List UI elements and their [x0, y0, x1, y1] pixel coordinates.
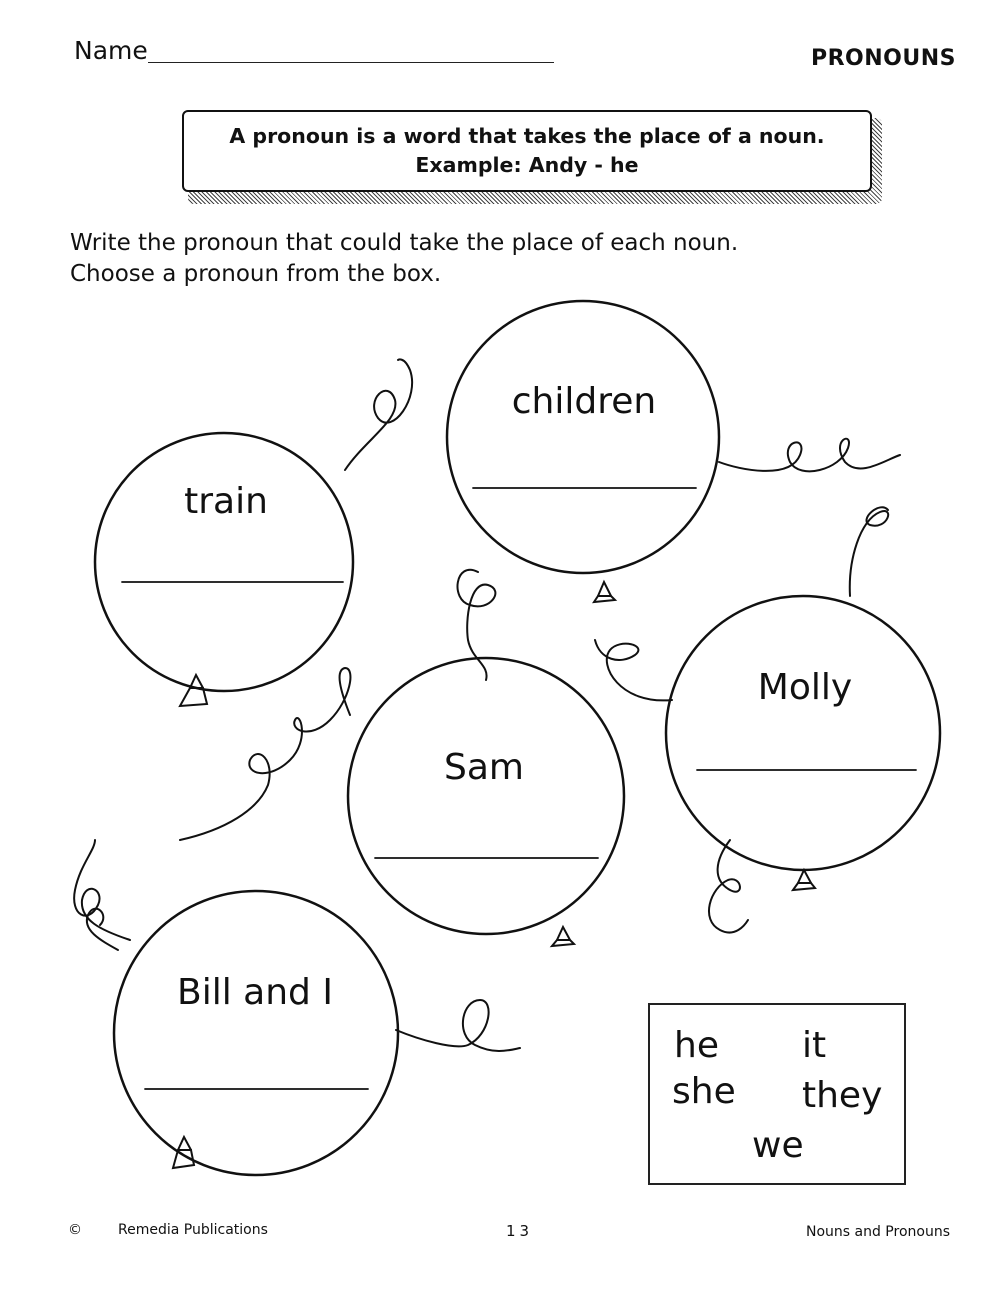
balloon-children: [447, 301, 900, 680]
balloon-string: [345, 359, 412, 470]
footer-copyright: ©: [68, 1222, 82, 1238]
instruction-line-1: Write the pronoun that could take the place of each noun.: [70, 230, 739, 256]
answer-field-train[interactable]: [122, 560, 343, 584]
answer-field-molly[interactable]: [697, 748, 916, 772]
answer-field-sam[interactable]: [375, 836, 598, 860]
balloon-string: [458, 570, 496, 680]
balloon-string: [74, 840, 130, 940]
footer-publisher: Remedia Publications: [118, 1222, 268, 1238]
balloon-string: [719, 439, 900, 472]
pronoun-word-box: [648, 1003, 906, 1185]
balloon-word-molly: Molly: [757, 667, 853, 708]
name-label: Name: [74, 36, 148, 65]
balloon-string: [396, 1000, 520, 1051]
definition-example: Example: Andy - he: [415, 153, 639, 177]
balloon-sam: [180, 658, 624, 946]
balloon-string: [709, 840, 748, 933]
pronoun-he: he: [674, 1025, 719, 1066]
balloon-string: [595, 640, 672, 700]
balloon-string: [850, 507, 888, 596]
pronoun-it: it: [802, 1025, 827, 1066]
balloon-word-children: children: [511, 381, 657, 422]
pronoun-we: we: [752, 1125, 804, 1166]
instruction-line-2: Choose a pronoun from the box.: [70, 261, 442, 287]
balloon-molly: [595, 507, 940, 932]
balloon-word-bill-and-i: Bill and I: [177, 972, 333, 1013]
balloon-train: [95, 359, 412, 706]
pronoun-she: she: [672, 1071, 736, 1112]
balloon-word-train: train: [184, 481, 268, 522]
topic-title: PRONOUNS: [810, 46, 956, 71]
balloon-string: [180, 668, 350, 840]
balloon-word-sam: Sam: [444, 747, 524, 788]
footer-page-number: 13: [506, 1222, 534, 1240]
footer-title: Nouns and Pronouns: [805, 1224, 950, 1240]
definition-text: A pronoun is a word that takes the place of a noun.: [229, 124, 825, 148]
pronoun-they: they: [802, 1075, 883, 1116]
answer-field-children[interactable]: [473, 466, 696, 490]
answer-field-bill-and-i[interactable]: [145, 1067, 368, 1091]
